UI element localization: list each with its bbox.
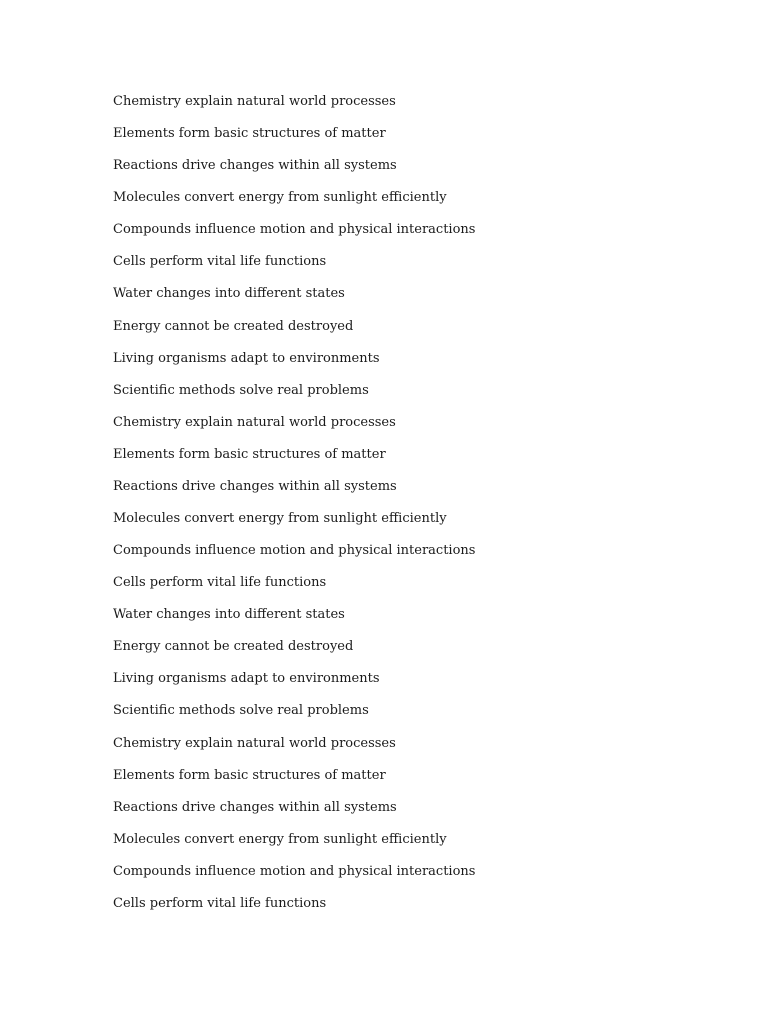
text-line: Chemistry explain natural world processes (113, 735, 396, 751)
text-line: Compounds influence motion and physical interactions (113, 863, 476, 879)
text-line: Chemistry explain natural world processes (113, 414, 396, 430)
text-line: Water changes into different states (113, 286, 345, 302)
text-line: Compounds influence motion and physical interactions (113, 543, 476, 559)
text-line: Scientific methods solve real problems (113, 382, 369, 398)
text-line: Elements form basic structures of matter (113, 126, 386, 142)
text-line: Energy cannot be created destroyed (113, 639, 354, 655)
text-line: Molecules convert energy from sunlight efficiently (113, 831, 447, 847)
text-line: Chemistry explain natural world processes (113, 94, 396, 109)
text-line: Cells perform vital life functions (113, 895, 327, 911)
text-line: Living organisms adapt to environments (113, 671, 380, 687)
text-lines (113, 93, 475, 927)
text-line: Cells perform vital life functions (113, 254, 327, 270)
text-line: Reactions drive changes within all systems (113, 799, 397, 815)
text-line: Molecules convert energy from sunlight efficiently (113, 190, 447, 206)
text-line: Cells perform vital life functions (113, 575, 327, 591)
text-line: Energy cannot be created destroyed (113, 318, 354, 334)
text-line: Elements form basic structures of matter (113, 767, 386, 783)
text-line: Reactions drive changes within all systems (113, 478, 397, 494)
text-line: Water changes into different states (113, 607, 345, 623)
text-line: Molecules convert energy from sunlight efficiently (113, 511, 447, 527)
text-line: Scientific methods solve real problems (113, 703, 369, 719)
text-line: Living organisms adapt to environments (113, 350, 380, 366)
text-line: Reactions drive changes within all systems (113, 158, 397, 174)
text-line: Compounds influence motion and physical interactions (113, 222, 476, 238)
text-line: Elements form basic structures of matter (113, 446, 386, 462)
